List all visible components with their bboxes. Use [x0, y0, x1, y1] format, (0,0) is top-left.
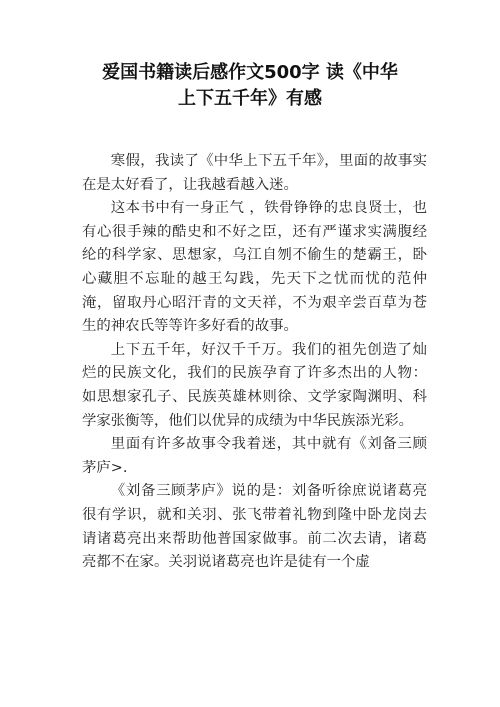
paragraph-4: 里面有许多故事令我着迷，其中就有《刘备三顾茅庐>.	[82, 436, 427, 476]
paragraph-1: 寒假，我读了《中华上下五千年》，里面的故事实在是太好看了，让我越看越入迷。	[82, 153, 427, 193]
document-body	[82, 150, 427, 575]
paragraph-5: 《刘备三顾茅庐》说的是：刘备听徐庶说诸葛亮很有学识，就和关羽、张飞带着礼物到隆中卧龙岗去请诸葛亮出来帮助他普国家做事。前二次去请，诸葛亮都不在家。关羽说诸葛亮也许是徒有一个虚	[82, 483, 427, 571]
document-title	[60, 60, 440, 112]
title-line-2: 上下五千年》有感	[178, 88, 322, 109]
title-line-1: 爱国书籍读后感作文500字 读《中华	[102, 62, 398, 83]
paragraph-3: 上下五千年，好汉千千万。我们的祖先创造了灿烂的民族文化，我们的民族孕育了许多杰出的人物：如思想家孔子、民族英雄林则徐、文学家陶渊明、科学家张衡等，他们以优异的成绩为中华民族添光彩。	[82, 341, 427, 429]
paragraph-2: 这本书中有一身正气 ，铁骨铮铮的忠良贤士，也有心很手辣的酷史和不好之臣，还有严谨求实满腹经纶的科学家、思想家，乌江自刎不偷生的楚霸王，卧心藏胆不忘耻的越王勾践，先天下之忧而忧的范仲淹，留取丹心昭汗青的文天祥，不为艰辛尝百草为苍生的神农氏等等许多好看的故事。	[82, 200, 427, 335]
